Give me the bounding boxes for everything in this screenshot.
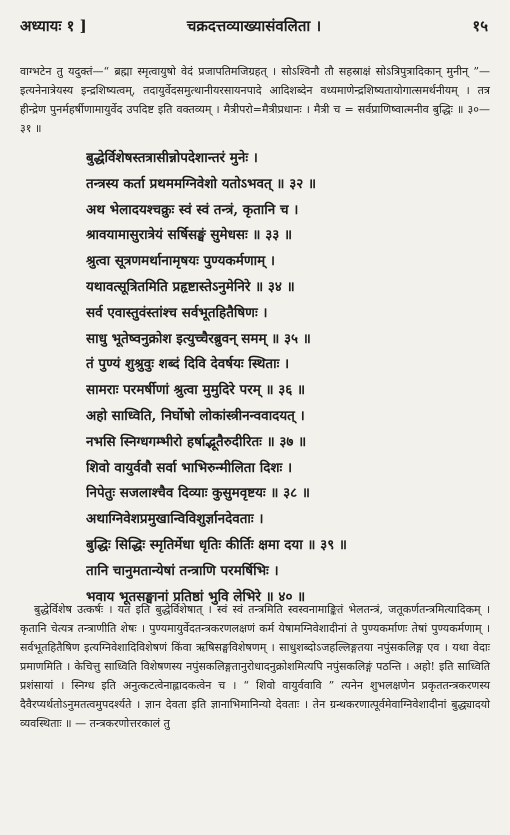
verse-line: बुद्धेर्विशेषस्तत्रासीन्नोपदेशान्तरं मुनेः । — [86, 150, 258, 166]
verse-line: सामराः परमर्षीणां श्रुत्वा मुमुदिरे परम् ॥ ३६ ॥ — [86, 382, 306, 399]
verse-line: तानि चानुमतान्येषां तन्त्राणि परमर्षिभिः । — [86, 562, 279, 579]
verse-line: तन्त्रस्य कर्ता प्रथममग्निवेशो यतोऽभवत् ॥ ३२ ॥ — [86, 175, 317, 192]
verse-line: अथाग्निवेशप्रमुखान्विविशुर्ज्ञानदेवताः । — [86, 511, 264, 528]
verse-line: अथ भेलादयश्चक्रुः स्वं स्वं तन्त्रं, कृतानि च । — [86, 201, 299, 218]
verse-block — [86, 146, 480, 610]
verse-line: साधु भूतेष्वनुक्रोश इत्युच्चैरब्रुवन् समम् ॥ ३५ ॥ — [86, 330, 311, 347]
commentary-top — [20, 62, 490, 138]
verse-line: श्रुत्वा सूत्रणमर्थानामृषयः पुण्यकर्मणाम् । — [86, 253, 275, 270]
verse-line: श्रावयामासुरात्रेयं सर्षिसङ्घं सुमेधसः ॥ ३३ ॥ — [86, 227, 293, 244]
commentary-paragraph: वाग्भटेन तु यदुक्तं—“ ब्रह्मा स्मृत्वायुषो वेदं प्रजापतिमजिग्रहत् । सोऽश्विनौ तौ सहस्राक्षं सोऽत्रिपुत्रादिकान् मुनीन् ”—इत्यनेनात्रेयस्य इन्द्रशिष्यत्वम्, तदायुर्वेदसमुत्थानीयरसायनपादे आदिशब्देन वध्यमाणेन्द्रशिष्यतायोगात्समर्थनीयम् । तत्र हीन्द्रेण पुनर्महर्षीणामायुर्वेद उपदिष्ट इति वक्तव्यम् । मैत्रीपरो=मैत्रीप्रधानः । मैत्री च = सर्वप्राणिष्वात्मनीव बुद्धिः ॥ ३०—३१ ॥ — [20, 65, 490, 135]
commentary-paragraph: बुद्धेर्विशेष उत्कर्षः । यत इति बुद्धेर्विशेषात् । स्वं स्वं तन्त्रमिति स्वस्वनामाङ्कितं भेलतन्त्रं, जतूकर्णतन्त्रमित्यादिकम् । कृतानि चेत्यत्र तन्त्राणीति शेषः । पुण्यमायुर्वेदतन्त्रकरणलक्षणं कर्म येषामग्निवेशादीनां ते पुण्यकर्माणः तेषां पुण्यकर्मणाम् । सर्वभूतहितैषिण इत्यग्निवेशादिविशेषणं किंवा ऋषिसङ्घविशेषणम् । साधुशब्दोऽजहल्लिङ्गतया नपुंसकलिङ्ग एव । यथा वेदाः प्रमाणमिति । केचित्तु साध्विति विशेषणस्य नपुंसकलिङ्गतानुरोधादनुक्रोशमित्यपि नपुंसकलिङ्गं पठन्ति । अहो! इति साध्विति प्रशंसायां । स्निग्ध इति अनुत्कटत्वेनाह्लादकत्वेन च । “ शिवो वायुर्ववावि ” त्यनेन शुभलक्षणेन प्रकृततन्त्रकरणस्य दैवैरप्यर्थतोऽनुमतत्वमुपदर्श्यते । ज्ञान देवता इति ज्ञानाभिमानिन्यो देवताः । तेन ग्रन्थकरणात्पूर्वमेवाग्निवेशादीनां बुद्ध्यादयो व्यवस्थिताः ॥ — तन्त्रकरणोत्तरकालं तु — [20, 603, 490, 730]
running-header — [20, 16, 488, 42]
verse-line: निपेतुः सजलाश्चैव दिव्याः कुसुमवृष्टयः ॥ ३८ ॥ — [86, 485, 310, 502]
verse-line: सर्व एवास्तुवंस्तांश्च सर्वभूतहितैषिणः । — [86, 304, 268, 321]
chapter-label: अध्यायः १ ] — [20, 17, 87, 35]
commentary-bottom — [20, 600, 490, 733]
verse-line: नभसि स्निग्धगम्भीरो हर्षाद्भूतैरुदीरितः ॥ ३७ ॥ — [86, 433, 307, 450]
verse-line: बुद्धिः सिद्धिः स्मृतिर्मेधा धृतिः कीर्तिः क्षमा दया ॥ ३९ ॥ — [86, 536, 347, 553]
verse-line: यथावत्सूत्रितमिति प्रहृष्टास्तेऽनुमेनिरे ॥ ३४ ॥ — [86, 278, 295, 295]
page-number: १५ — [472, 17, 488, 35]
verse-line: शिवो वायुर्ववौ सर्वा भाभिरुन्मीलिता दिशः । — [86, 459, 293, 476]
verse-line: तं पुण्यं शुश्रुवुः शब्दं दिवि देवर्षयः स्थिताः । — [86, 356, 290, 373]
page-title: चक्रदत्तव्याख्यासंवलिता । — [186, 17, 322, 35]
verse-line: अहो साध्विति, निर्घोषो लोकांस्त्रीनन्ववादयत् । — [86, 407, 305, 424]
verse-line: भवाय भूतसङ्घानां प्रतिष्ठां भुवि लेभिरे ॥ ४० ॥ — [86, 588, 306, 605]
